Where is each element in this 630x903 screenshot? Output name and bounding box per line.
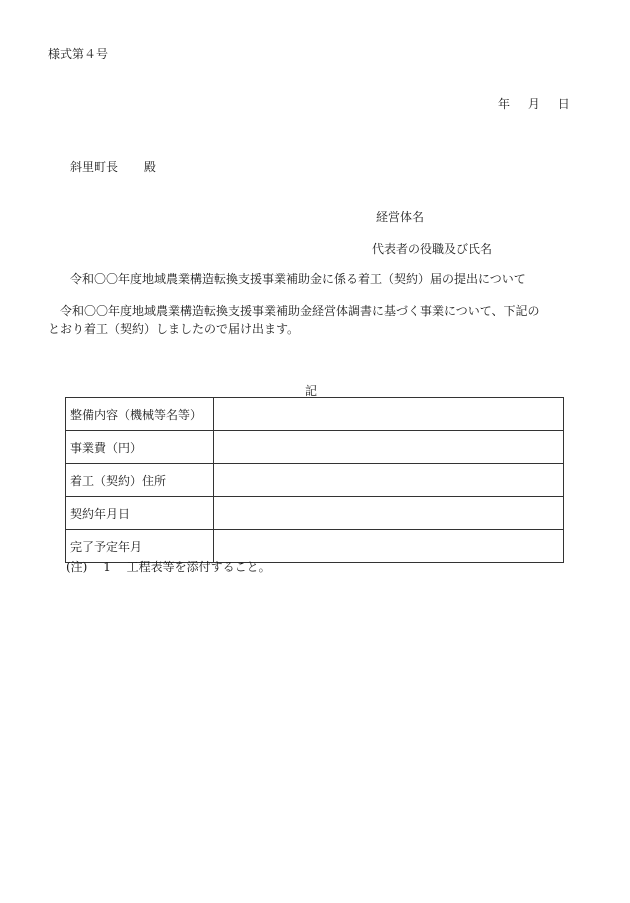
details-table [65,397,564,563]
representative-label: 代表者の役職及び氏名 [372,242,493,256]
note-number: 1 [103,560,111,574]
date-line [498,97,570,111]
row-value-cost[interactable] [214,431,564,464]
table-row [66,431,564,464]
body-paragraph: 令和〇〇年度地域農業構造転換支援事業補助金経営体調書に基づく事業について、下記のとおり着工（契約）しましたので届け出ます。 [48,304,540,336]
row-label-contract-date: 契約年月日 [66,497,214,530]
table-row [66,497,564,530]
ki-heading: 記 [305,384,318,398]
addressee-title: 殿 [143,160,156,174]
note-text: 工程表等を添付すること。 [126,560,271,574]
date-day: 日 [557,97,570,111]
row-label-cost: 事業費（円） [66,431,214,464]
row-label-address: 着工（契約）住所 [66,464,214,497]
entity-name-label: 経営体名 [376,210,425,224]
table-row [66,530,564,563]
table-row [66,398,564,431]
date-year: 年 [498,97,511,111]
date-month: 月 [527,97,540,111]
form-number: 様式第４号 [48,47,109,61]
row-value-contract-date[interactable] [214,497,564,530]
addressee-name: 斜里町長 [70,160,119,174]
row-value-address[interactable] [214,464,564,497]
addressee [70,160,156,174]
note [66,560,271,574]
row-label-completion: 完了予定年月 [66,530,214,563]
subject-line: 令和〇〇年度地域農業構造転換支援事業補助金に係る着工（契約）届の提出について [70,272,526,286]
table-row [66,464,564,497]
row-label-equipment: 整備内容（機械等名等） [66,398,214,431]
note-prefix: (注) [66,560,88,574]
row-value-completion[interactable] [214,530,564,563]
row-value-equipment[interactable] [214,398,564,431]
